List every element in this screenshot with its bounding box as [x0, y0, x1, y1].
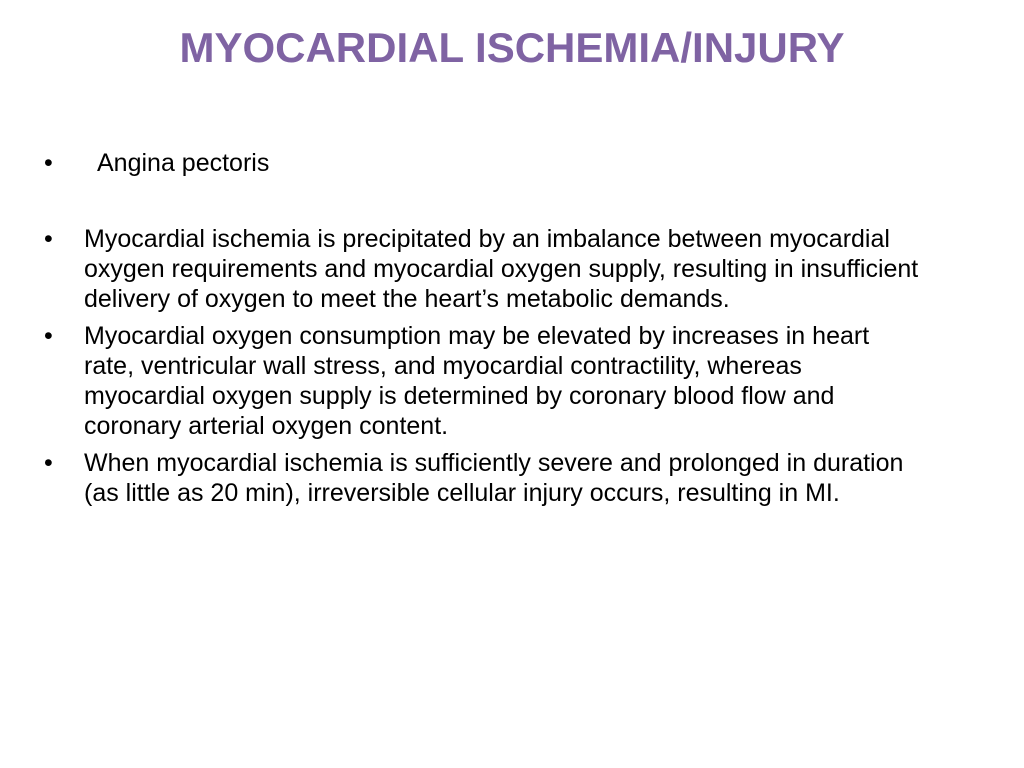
bullet-marker: •	[44, 225, 53, 253]
bullet-marker: •	[44, 322, 53, 350]
bullet-marker: •	[44, 449, 53, 477]
bullet-item	[44, 448, 924, 508]
slide-title: MYOCARDIAL ISCHEMIA/INJURY	[179, 24, 845, 71]
bullet-list	[44, 224, 924, 515]
bullet-text: When myocardial ischemia is sufficiently severe and prolonged in duration (as little as 20 min), irreversible cellular injury occurs, resulting in MI.	[84, 449, 904, 507]
bullet-item	[44, 321, 924, 441]
bullet-item	[44, 224, 924, 314]
bullet-text: Myocardial ischemia is precipitated by an imbalance between myocardial oxygen requirements and myocardial oxygen supply, resulting in insufficient delivery of oxygen to meet the heart’s metabolic demands.	[84, 225, 919, 313]
bullet-text: Myocardial oxygen consumption may be elevated by increases in heart rate, ventricular wall stress, and myocardial contractility, whereas myocardial oxygen supply is determined by coronary blood flow and coronary arterial oxygen content.	[84, 322, 870, 440]
bullet-marker: •	[44, 149, 53, 177]
lead-bullet-text: Angina pectoris	[97, 149, 270, 177]
